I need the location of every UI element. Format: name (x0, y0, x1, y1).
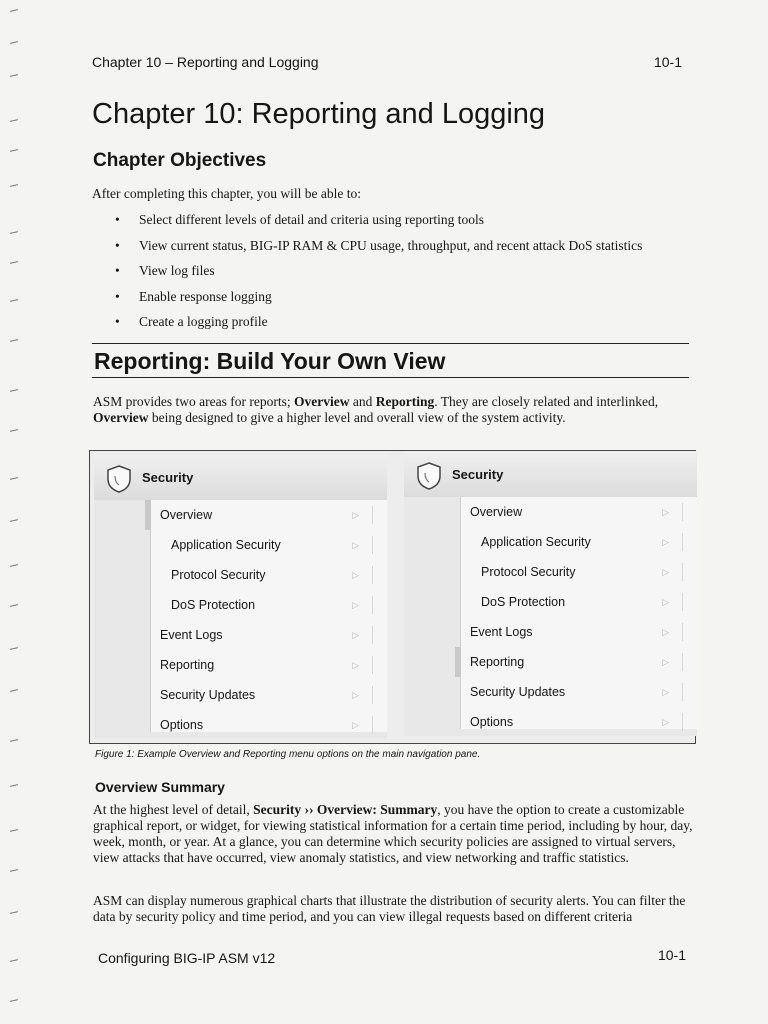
overview-term: Overview (293, 394, 350, 409)
section-rule-bottom (92, 377, 689, 378)
chevron-right-icon: ▷ (662, 537, 669, 547)
menu-item-label: DoS Protection (481, 595, 566, 609)
overview-term: Overview (93, 410, 149, 425)
text-run: . They are closely related and interlinked, (434, 394, 659, 409)
security-menu-overview (94, 454, 387, 739)
reporting-term: Reporting (375, 394, 435, 409)
chevron-right-icon: ▷ (662, 687, 669, 697)
chevron-right-icon: ▷ (662, 567, 669, 577)
menu-item-event-logs[interactable] (461, 617, 697, 647)
menu-item-label: Application Security (481, 535, 591, 549)
divider (682, 563, 683, 581)
menu-item-label: Options (470, 715, 514, 729)
menu-body (460, 497, 697, 729)
chevron-right-icon: ▷ (352, 570, 359, 580)
menu-item-label: Security Updates (160, 688, 256, 702)
divider (372, 686, 373, 704)
list-item: • Select different levels of detail and criteria using reporting tools (92, 212, 642, 238)
page-footer (98, 947, 686, 966)
divider (682, 593, 683, 611)
chevron-right-icon: ▷ (662, 717, 669, 727)
menu-item-label: Security Updates (470, 685, 566, 699)
security-menu-reporting (404, 451, 697, 736)
divider (372, 536, 373, 554)
divider (372, 566, 373, 584)
divider (682, 713, 683, 731)
footer-page-number: 10-1 (657, 947, 686, 963)
menu-item-label: Event Logs (160, 628, 223, 642)
chevron-right-icon: ▷ (352, 540, 359, 550)
shield-icon (416, 461, 442, 491)
chevron-right-icon: ▷ (662, 627, 669, 637)
divider (682, 623, 683, 641)
menu-header[interactable] (404, 451, 697, 497)
chevron-right-icon: ▷ (662, 507, 669, 517)
chevron-right-icon: ▷ (662, 657, 669, 667)
chapter-title: Chapter 10: Reporting and Logging (92, 98, 546, 130)
menu-item-protocol-security[interactable] (461, 557, 697, 587)
menu-item-security-updates[interactable] (151, 680, 387, 710)
chevron-right-icon: ▷ (352, 510, 359, 520)
summary-heading: Overview Summary (95, 779, 225, 795)
overview-summary-term: Overview: Summary (316, 802, 438, 817)
menu-item-label: Event Logs (470, 625, 533, 639)
menu-item-label: Reporting (160, 658, 215, 672)
running-header (92, 54, 682, 70)
menu-item-label: Overview (470, 505, 523, 519)
chevron-right-icon: ▷ (352, 660, 359, 670)
menu-item-reporting[interactable] (461, 647, 697, 677)
chevron-right-icon: ▷ (352, 600, 359, 610)
section-heading: Reporting: Build Your Own View (94, 348, 446, 374)
section-rule-top (92, 343, 689, 344)
chevron-right-icon: ▷ (352, 720, 359, 730)
list-item: • View log files (92, 263, 642, 289)
menu-item-application-security[interactable] (461, 527, 697, 557)
divider (682, 533, 683, 551)
divider (372, 506, 373, 524)
list-item: • Enable response logging (92, 289, 642, 315)
menu-item-reporting[interactable] (151, 650, 387, 680)
menu-item-label: Options (160, 718, 204, 732)
menu-title: Security (142, 470, 194, 485)
security-term: Security (253, 802, 302, 817)
menu-item-dos-protection[interactable] (151, 590, 387, 620)
divider (372, 656, 373, 674)
divider (682, 683, 683, 701)
objectives-list (92, 212, 642, 340)
menu-item-options[interactable] (461, 707, 697, 737)
divider (682, 653, 683, 671)
page-binding-marks (0, 0, 40, 1024)
figure-caption: Figure 1: Example Overview and Reporting menu options on the main navigation pane. (95, 749, 481, 760)
objectives-heading: Chapter Objectives (93, 150, 267, 171)
menu-item-label: DoS Protection (171, 598, 256, 612)
chevron-right-icon: ▷ (662, 597, 669, 607)
text-run: ASM provides two areas for reports; (93, 394, 294, 409)
menu-item-options[interactable] (151, 710, 387, 740)
divider (372, 596, 373, 614)
charts-paragraph: ASM can display numerous graphical charts that illustrate the distribution of security alerts. You can filter the data by security policy and time period, and you can view illegal requests based on different criteria (93, 893, 686, 924)
menu-item-event-logs[interactable] (151, 620, 387, 650)
navigation-figure (89, 450, 696, 744)
divider (372, 626, 373, 644)
book-title: Configuring BIG-IP ASM v12 (98, 950, 276, 966)
objectives-intro: After completing this chapter, you will be able to: (92, 186, 362, 201)
menu-title: Security (452, 467, 504, 482)
chevron-right-icon: ▷ (352, 690, 359, 700)
divider (372, 716, 373, 734)
menu-item-overview[interactable] (461, 497, 697, 527)
page-number: 10-1 (653, 54, 682, 70)
menu-item-label: Application Security (171, 538, 281, 552)
menu-body (150, 500, 387, 732)
text-run: , you have the option to create a customizable graphical report, or widget, for viewing statistical information for a certain time period, including by hour, day, week, month, or year. At a glance, you can determine which security policies are assigned to virtual servers, view attacks that have occurred, view anomaly statistics, and view networking and traffic statistics. (93, 802, 693, 865)
reports-paragraph (93, 394, 693, 426)
running-title: Chapter 10 – Reporting and Logging (92, 54, 319, 70)
menu-item-label: Protocol Security (481, 565, 576, 579)
summary-paragraph (93, 802, 693, 866)
menu-item-overview[interactable] (151, 500, 387, 530)
shield-icon (106, 464, 132, 494)
divider (682, 503, 683, 521)
menu-item-label: Protocol Security (171, 568, 266, 582)
menu-item-label: Overview (160, 508, 213, 522)
menu-item-label: Reporting (470, 655, 525, 669)
menu-item-security-updates[interactable] (461, 677, 697, 707)
breadcrumb-separator: ›› (301, 802, 317, 817)
text-run: At the highest level of detail, (93, 802, 254, 817)
menu-item-dos-protection[interactable] (461, 587, 697, 617)
text-run: and (349, 394, 376, 409)
list-item: • Create a logging profile (92, 314, 642, 340)
menu-item-application-security[interactable] (151, 530, 387, 560)
menu-header[interactable] (94, 454, 387, 500)
list-item: • View current status, BIG-IP RAM & CPU usage, throughput, and recent attack DoS statistics (92, 238, 642, 264)
chevron-right-icon: ▷ (352, 630, 359, 640)
text-run: being designed to give a higher level and overall view of the system activity. (148, 410, 566, 425)
menu-item-protocol-security[interactable] (151, 560, 387, 590)
